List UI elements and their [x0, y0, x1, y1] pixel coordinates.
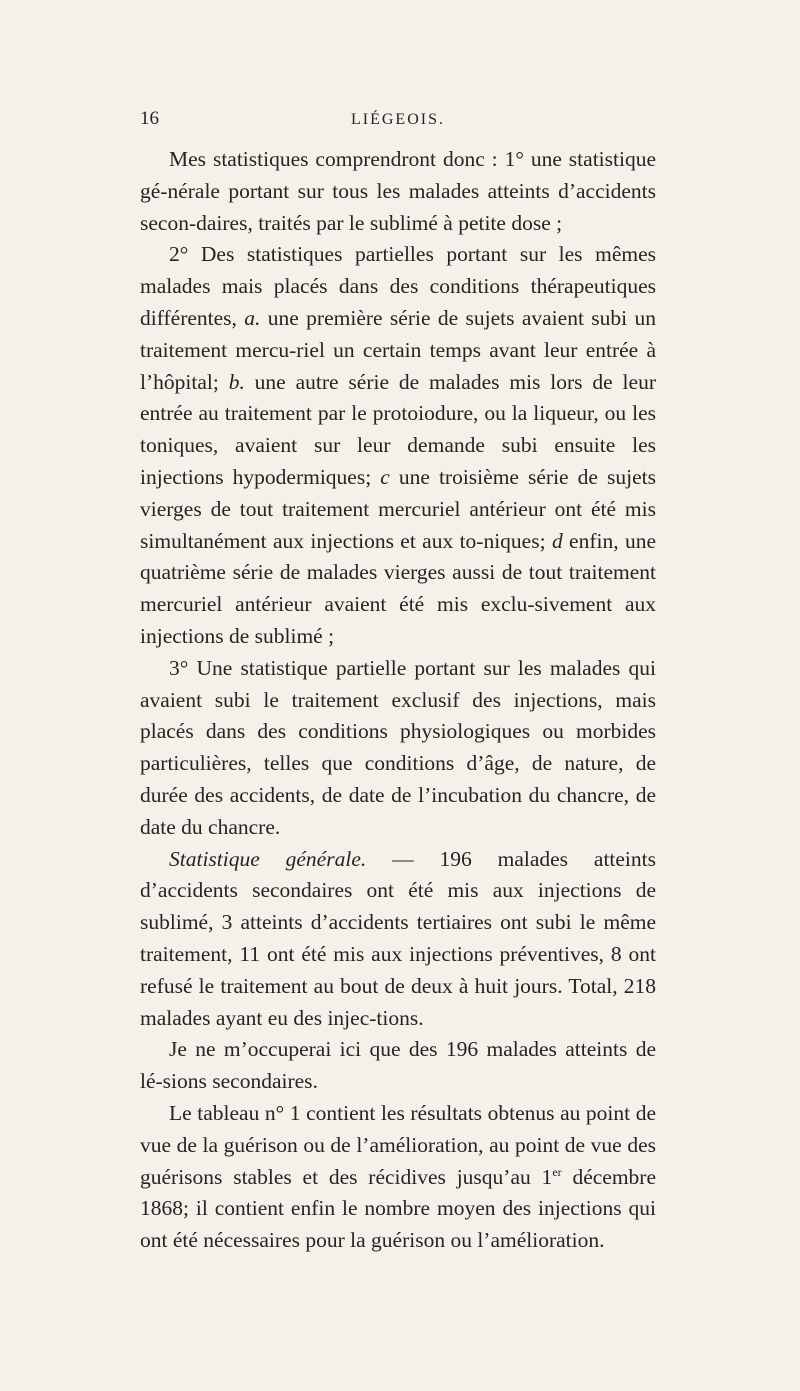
paragraph-3: 3° Une statistique partielle portant sur les malades qui avaient subi le traitement exclusif des injections, mais placés dans des conditions physiologiques ou morbides particulières, telles que conditions d’âge, de nature, de durée des accidents, de date de l’incubation du chancre, de date du chancre.: [140, 655, 656, 839]
running-title: LIÉGEOIS.: [351, 111, 445, 128]
page-header: [140, 108, 656, 138]
series-letter-c: c: [380, 464, 390, 489]
paragraph-2-part-d: une troisième série de sujets vierges de tout traitement mercuriel antérieur ont été mis simultanément aux injections et aux to-niques;: [140, 464, 656, 553]
series-letter-b: b.: [228, 369, 245, 394]
paragraph-4-text: — 196 malades atteints d’accidents secondaires ont été mis aux injections de sublimé, 3 atteints d’accidents tertiaires ont subi le même traitement, 11 ont été mis aux injections préventives, 8 ont refusé le traitement au bout de deux à huit jours. Total, 218 malades ayant eu des injec-tions.: [140, 846, 657, 1030]
paragraph-6-part-a: Le tableau n° 1 contient les résultats obtenus au point de vue de la guérison ou de l’amélioration, au point de vue des guérisons stables et des récidives jusqu’au 1: [140, 1100, 656, 1189]
paragraph-5: Je ne m’occuperai ici que des 196 malades atteints de lé-sions secondaires.: [140, 1037, 656, 1094]
paragraph-2-part-a: 2° Des statistiques partielles portant sur les mêmes malades mais placés dans des conditions thérapeutiques différentes,: [140, 242, 656, 330]
paragraph-2-part-b: une première série de sujets avaient subi un traitement mercu-riel un certain temps avant leur entrée à l’hôpital;: [140, 305, 656, 394]
body-text: [140, 144, 656, 1257]
paragraph-2-part-e: enfin, une quatrième série de malades vierges aussi de tout traitement mercuriel antérieur avaient été mis exclu-sivement aux injections de sublimé ;: [140, 528, 656, 648]
series-letter-d: d: [551, 528, 563, 553]
paragraph-1: Mes statistiques comprendront donc : 1° une statistique gé-nérale portant sur tous les malades atteints d’accidents secon-daires, traités par le sublimé à petite dose ;: [140, 147, 656, 235]
paragraph-6-part-b: décembre 1868; il contient enfin le nombre moyen des injections qui ont été nécessaires pour la guérison ou l’amélioration.: [140, 1164, 656, 1253]
superscript-er: er: [552, 1164, 562, 1179]
paragraph-6: [140, 1098, 656, 1257]
paragraph-2: [140, 239, 656, 652]
paragraph-4: [140, 844, 656, 1035]
paragraph-2-part-c: une autre série de malades mis lors de leur entrée au traitement par le protoiodure, ou la liqueur, ou les toniques, avaient sur leur demande subi ensuite les injections hypodermiques;: [140, 369, 656, 489]
section-title-statistique-generale: Statistique générale.: [169, 846, 367, 871]
page-number: 16: [140, 108, 159, 129]
series-letter-a: a.: [244, 305, 261, 330]
